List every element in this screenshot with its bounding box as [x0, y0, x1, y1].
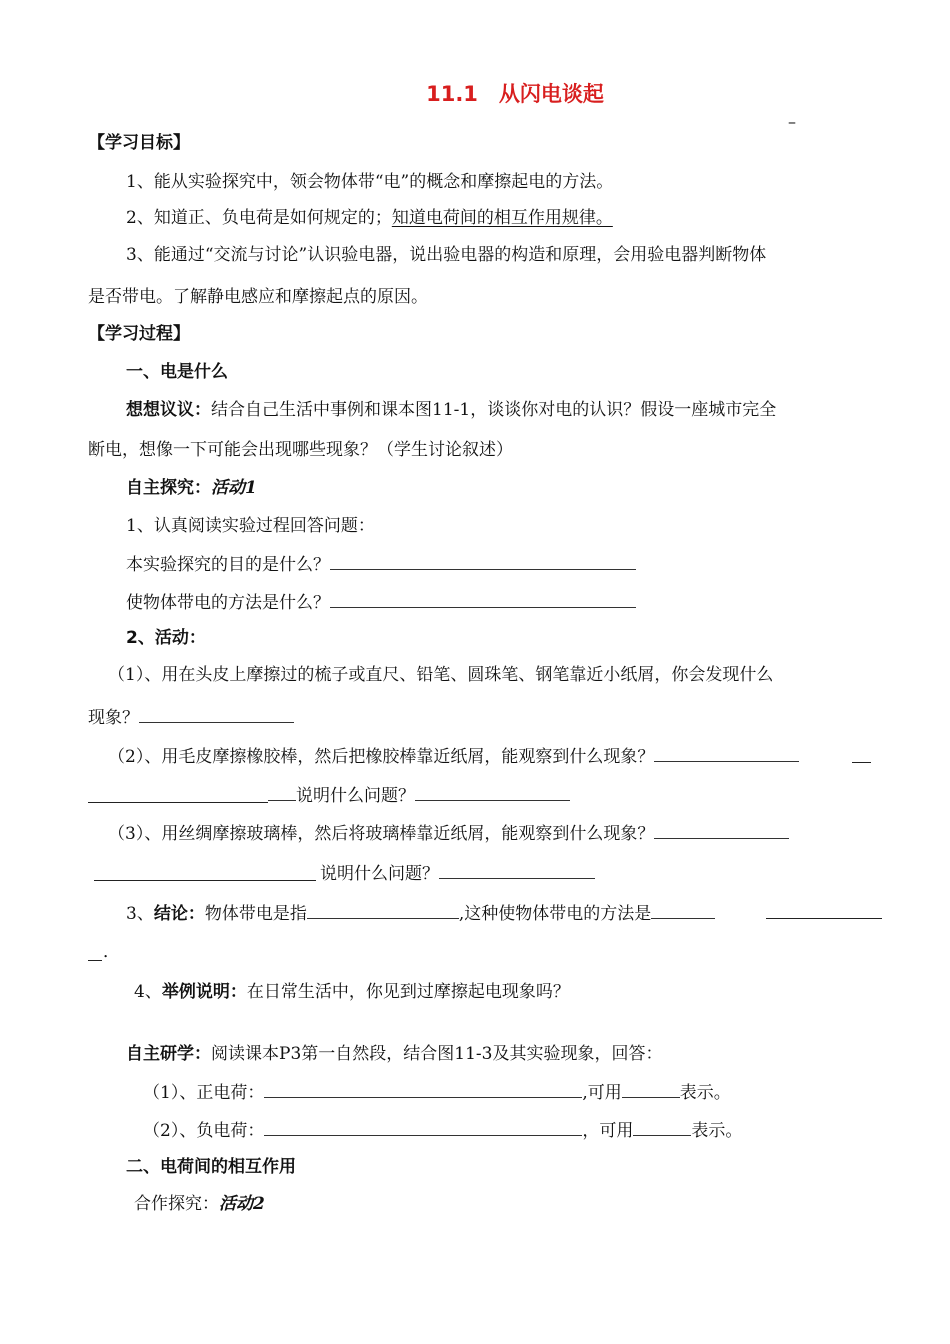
act3-rule-start [94, 880, 316, 881]
q4 [134, 980, 570, 1004]
q3-rule-end [766, 918, 882, 919]
positive-charge-line [143, 1079, 731, 1105]
act2-blank-c[interactable] [415, 782, 570, 801]
goal-3-cont: 是否带电。了解静电感应和摩擦起点的原因。 [88, 287, 428, 307]
q3-blank-a[interactable] [307, 900, 459, 919]
neg-blank-a[interactable] [264, 1117, 582, 1136]
discuss-line-2: 断电，想像一下可能会出现哪些现象？（学生讨论叙述） [88, 440, 513, 460]
negative-charge-line [143, 1117, 742, 1143]
act2-rule-start [88, 802, 268, 803]
act3-blank-b[interactable] [439, 860, 595, 879]
q3-blank-b[interactable] [651, 900, 715, 919]
pos-blank-b[interactable] [622, 1079, 680, 1098]
discuss-label: 想想议议： [126, 400, 211, 420]
coop-line [134, 1192, 265, 1216]
q3-prefix: 3、 [126, 904, 154, 924]
goal-2 [126, 206, 613, 230]
pos-end: 表示。 [679, 1083, 731, 1103]
act3 [108, 820, 789, 846]
q3 [126, 900, 715, 926]
q1b [126, 589, 636, 615]
q3-text: 物体带电是指 [204, 904, 307, 924]
goal-2-underlined: 知道电荷间的相互作用规律。 [391, 208, 613, 228]
discuss-text: 结合自己生活中事例和课本图11-1，谈谈你对电的认识？假设一座城市完全 [211, 400, 777, 420]
q1: 1、认真阅读实验过程回答问题： [126, 516, 375, 536]
pos-label: （1）、正电荷： [143, 1083, 265, 1103]
q3-rule-cont [88, 960, 102, 961]
section-process-heading: 【学习过程】 [88, 324, 190, 344]
goal-1: 1、能从实验探究中，领会物体带“电”的概念和摩擦起电的方法。 [126, 172, 614, 192]
section-goals-heading: 【学习目标】 [88, 133, 190, 153]
part1-heading: 一、电是什么 [126, 362, 228, 382]
neg-blank-b[interactable] [633, 1117, 691, 1136]
corner-mark: – [788, 112, 796, 131]
q3-label: 结论： [153, 904, 205, 924]
study-line [126, 1042, 662, 1066]
act3b-text: 说明什么问题？ [320, 864, 439, 884]
pos-mid: ,可用 [582, 1083, 622, 1103]
act1-blank[interactable] [139, 704, 294, 723]
neg-mid: ，可用 [582, 1121, 634, 1141]
act3-text: （3）、用丝绸摩擦玻璃棒，然后将玻璃棒靠近纸屑，能观察到什么现象？ [108, 824, 655, 844]
coop-label: 合作探究： [134, 1194, 219, 1214]
act1: （1）、用在头皮上摩擦过的梳子或直尺、铅笔、圆珠笔、钢笔靠近小纸屑，你会发现什么 [108, 665, 774, 685]
neg-label: （2）、负电荷： [143, 1121, 265, 1141]
act2-text: （2）、用毛皮摩擦橡胶棒，然后把橡胶棒靠近纸屑，能观察到什么现象？ [108, 747, 655, 767]
q2-label: 2、活动： [126, 628, 206, 648]
act2-blank-b[interactable] [268, 782, 296, 801]
coop-activity: 活动2 [219, 1194, 265, 1214]
page-title: 11.1 从闪电谈起 [426, 82, 604, 106]
act3-blank-a[interactable] [654, 820, 789, 839]
explore-line [126, 476, 257, 500]
act2-rule-end [852, 762, 871, 763]
q1a-text: 本实验探究的目的是什么？ [126, 555, 330, 575]
q3-text-2: ,这种使物体带电的方法是 [458, 904, 652, 924]
q4-prefix: 4、 [134, 982, 162, 1002]
pos-blank-a[interactable] [264, 1079, 582, 1098]
q4-label: 举例说明： [161, 982, 247, 1002]
q1a [126, 551, 636, 577]
explore-activity: 活动1 [211, 478, 257, 498]
q1a-blank[interactable] [330, 551, 636, 570]
neg-end: 表示。 [691, 1121, 743, 1141]
act2-blank-a[interactable] [654, 743, 799, 762]
goal-3: 3、能通过“交流与讨论”认识验电器，说出验电器的构造和原理，会用验电器判断物体 [126, 245, 767, 265]
q3-end: ． [103, 942, 120, 962]
act1b [88, 704, 294, 730]
q1b-text: 使物体带电的方法是什么？ [126, 593, 330, 613]
q4-text: 在日常生活中，你见到过摩擦起电现象吗？ [246, 982, 570, 1002]
act3b [320, 860, 595, 886]
act2 [108, 743, 799, 769]
part2-heading: 二、电荷间的相互作用 [126, 1157, 296, 1177]
act2b [268, 782, 570, 808]
act1b-text: 现象？ [88, 708, 139, 728]
q1b-blank[interactable] [330, 589, 636, 608]
study-text: 阅读课本P3第一自然段，结合图11-3及其实验现象，回答： [211, 1044, 663, 1064]
explore-label: 自主探究： [126, 478, 211, 498]
act2b-text: 说明什么问题？ [296, 786, 415, 806]
study-label: 自主研学： [126, 1044, 211, 1064]
goal-2-text: 2、知道正、负电荷是如何规定的； [126, 208, 392, 228]
discuss-line [126, 398, 776, 422]
